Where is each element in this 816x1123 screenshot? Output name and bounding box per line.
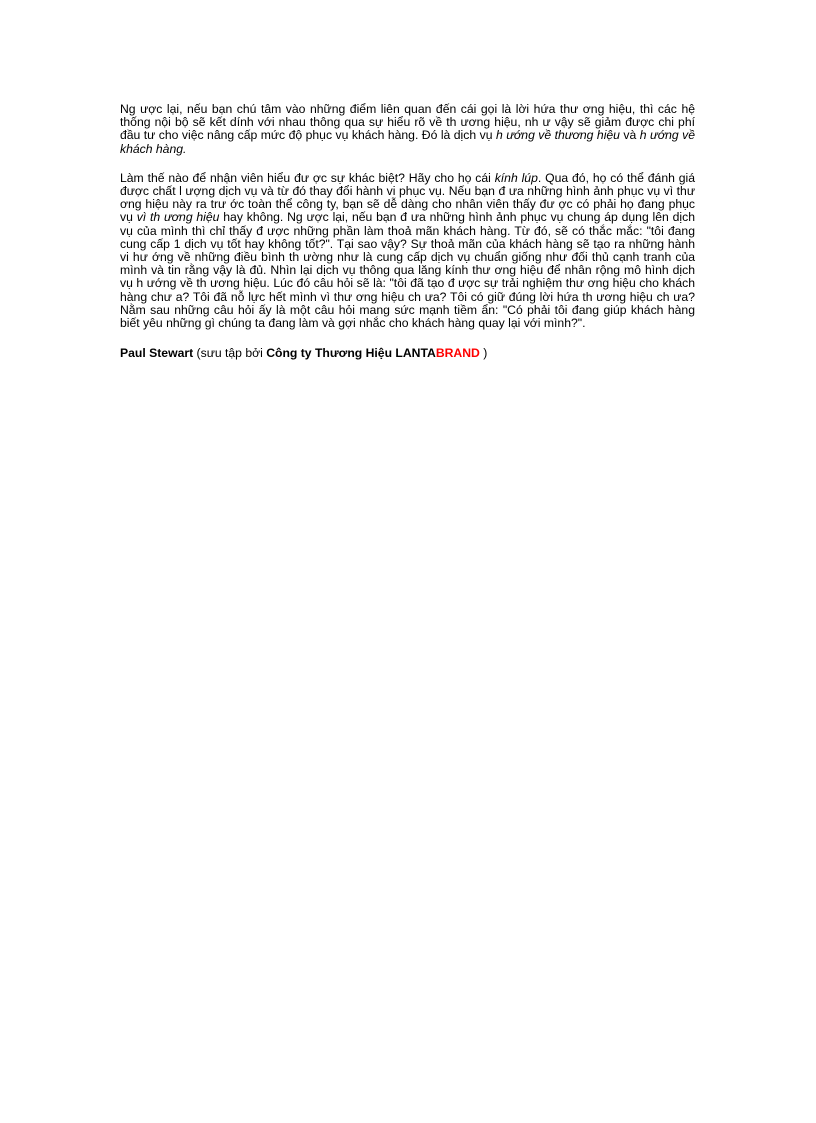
byline-brand: BRAND <box>435 346 480 361</box>
paragraph1-italic-brand-oriented: h ướng về thương hiệu <box>495 128 620 143</box>
paragraph1-italic-customer-oriented: h ướng về khách hàng. <box>120 128 695 156</box>
paragraph1-text2: và <box>619 128 640 143</box>
byline-company: Công ty Thương Hiệu LANTA <box>266 346 436 361</box>
byline-close: ) <box>479 346 488 361</box>
byline <box>120 346 695 360</box>
paragraph2-text1: Làm thế nào để nhận viên hiểu đư ợc sự khác biệt? Hãy cho họ cái <box>120 170 495 185</box>
paragraph2-text2: . Qua đó, họ có thể đánh giá được chất l ượng dịch vụ và từ đó thay đổi hành vi phục vụ. Nếu bạn đ ưa những hình ảnh phục vụ vì thư ơng hiệu này ra trư ớc toàn thể công ty, bạn sẽ dễ dàng cho nhân viên thấy đư ợc có phải họ đang phục vụ <box>120 170 695 225</box>
paragraph2-italic-magnifier: kính lúp <box>494 170 538 185</box>
paragraph-brand-promise <box>120 103 695 156</box>
paragraph2-italic-for-brand: vì th ương hiệu <box>136 210 220 225</box>
paragraph1-text1: Ng ược lại, nếu bạn chú tâm vào những điểm liên quan đến cái gọi là lời hứa thư ơng hiệu, thì các hệ thống nội bộ sẽ kết dính với nhau thông qua sự hiểu rõ về th ương hiệu, nh ư vậy sẽ giảm được chi phí đầu tư cho việc nâng cấp mức độ phục vụ khách hàng. Đó là dịch vụ <box>120 102 695 143</box>
paragraph-brand-lens <box>120 172 695 330</box>
byline-author: Paul Stewart <box>120 346 194 361</box>
document-body <box>120 103 695 360</box>
paragraph2-text3: hay không. Ng ược lại, nếu bạn đ ưa những hình ảnh phục vụ chung áp dụng lên dịch vụ của mình thì chỉ thấy đ ược những phần làm thoả mãn khách hàng. Từ đó, sẽ có thắc mắc: "tôi đang cung cấp 1 dịch vụ tốt hay không tốt?". Tại sao vậy? Sự thoả mãn của khách hàng sẽ tạo ra những hành vi hư ớng về những điều bình th ường như là cung cấp dịch vụ chuẩn giống như đối thủ cạnh tranh của mình và tin rằng vậy là đủ. Nhìn lại dịch vụ thông qua lăng kính thư ơng hiệu để nhân rộng mô hình dịch vụ h ướng về th ương hiệu. Lúc đó câu hỏi sẽ là: "tôi đã tạo đ ược sự trải nghiệm thư ơng hiệu cho khách hàng chư a? Tôi đã nỗ lực hết mình vì thư ơng hiệu ch ưa? Tôi có giữ đúng lời hứa th ương hiệu ch ưa? Nằm sau những câu hỏi ấy là một câu hỏi mang sức mạnh tiềm ẩn: "Có phải tôi đang giúp khách hàng biết yêu những gì chúng ta đang làm và gợi nhắc cho khách hàng quay lại với mình?". <box>120 210 695 331</box>
byline-collected-by: (sưu tập bởi <box>193 346 267 361</box>
